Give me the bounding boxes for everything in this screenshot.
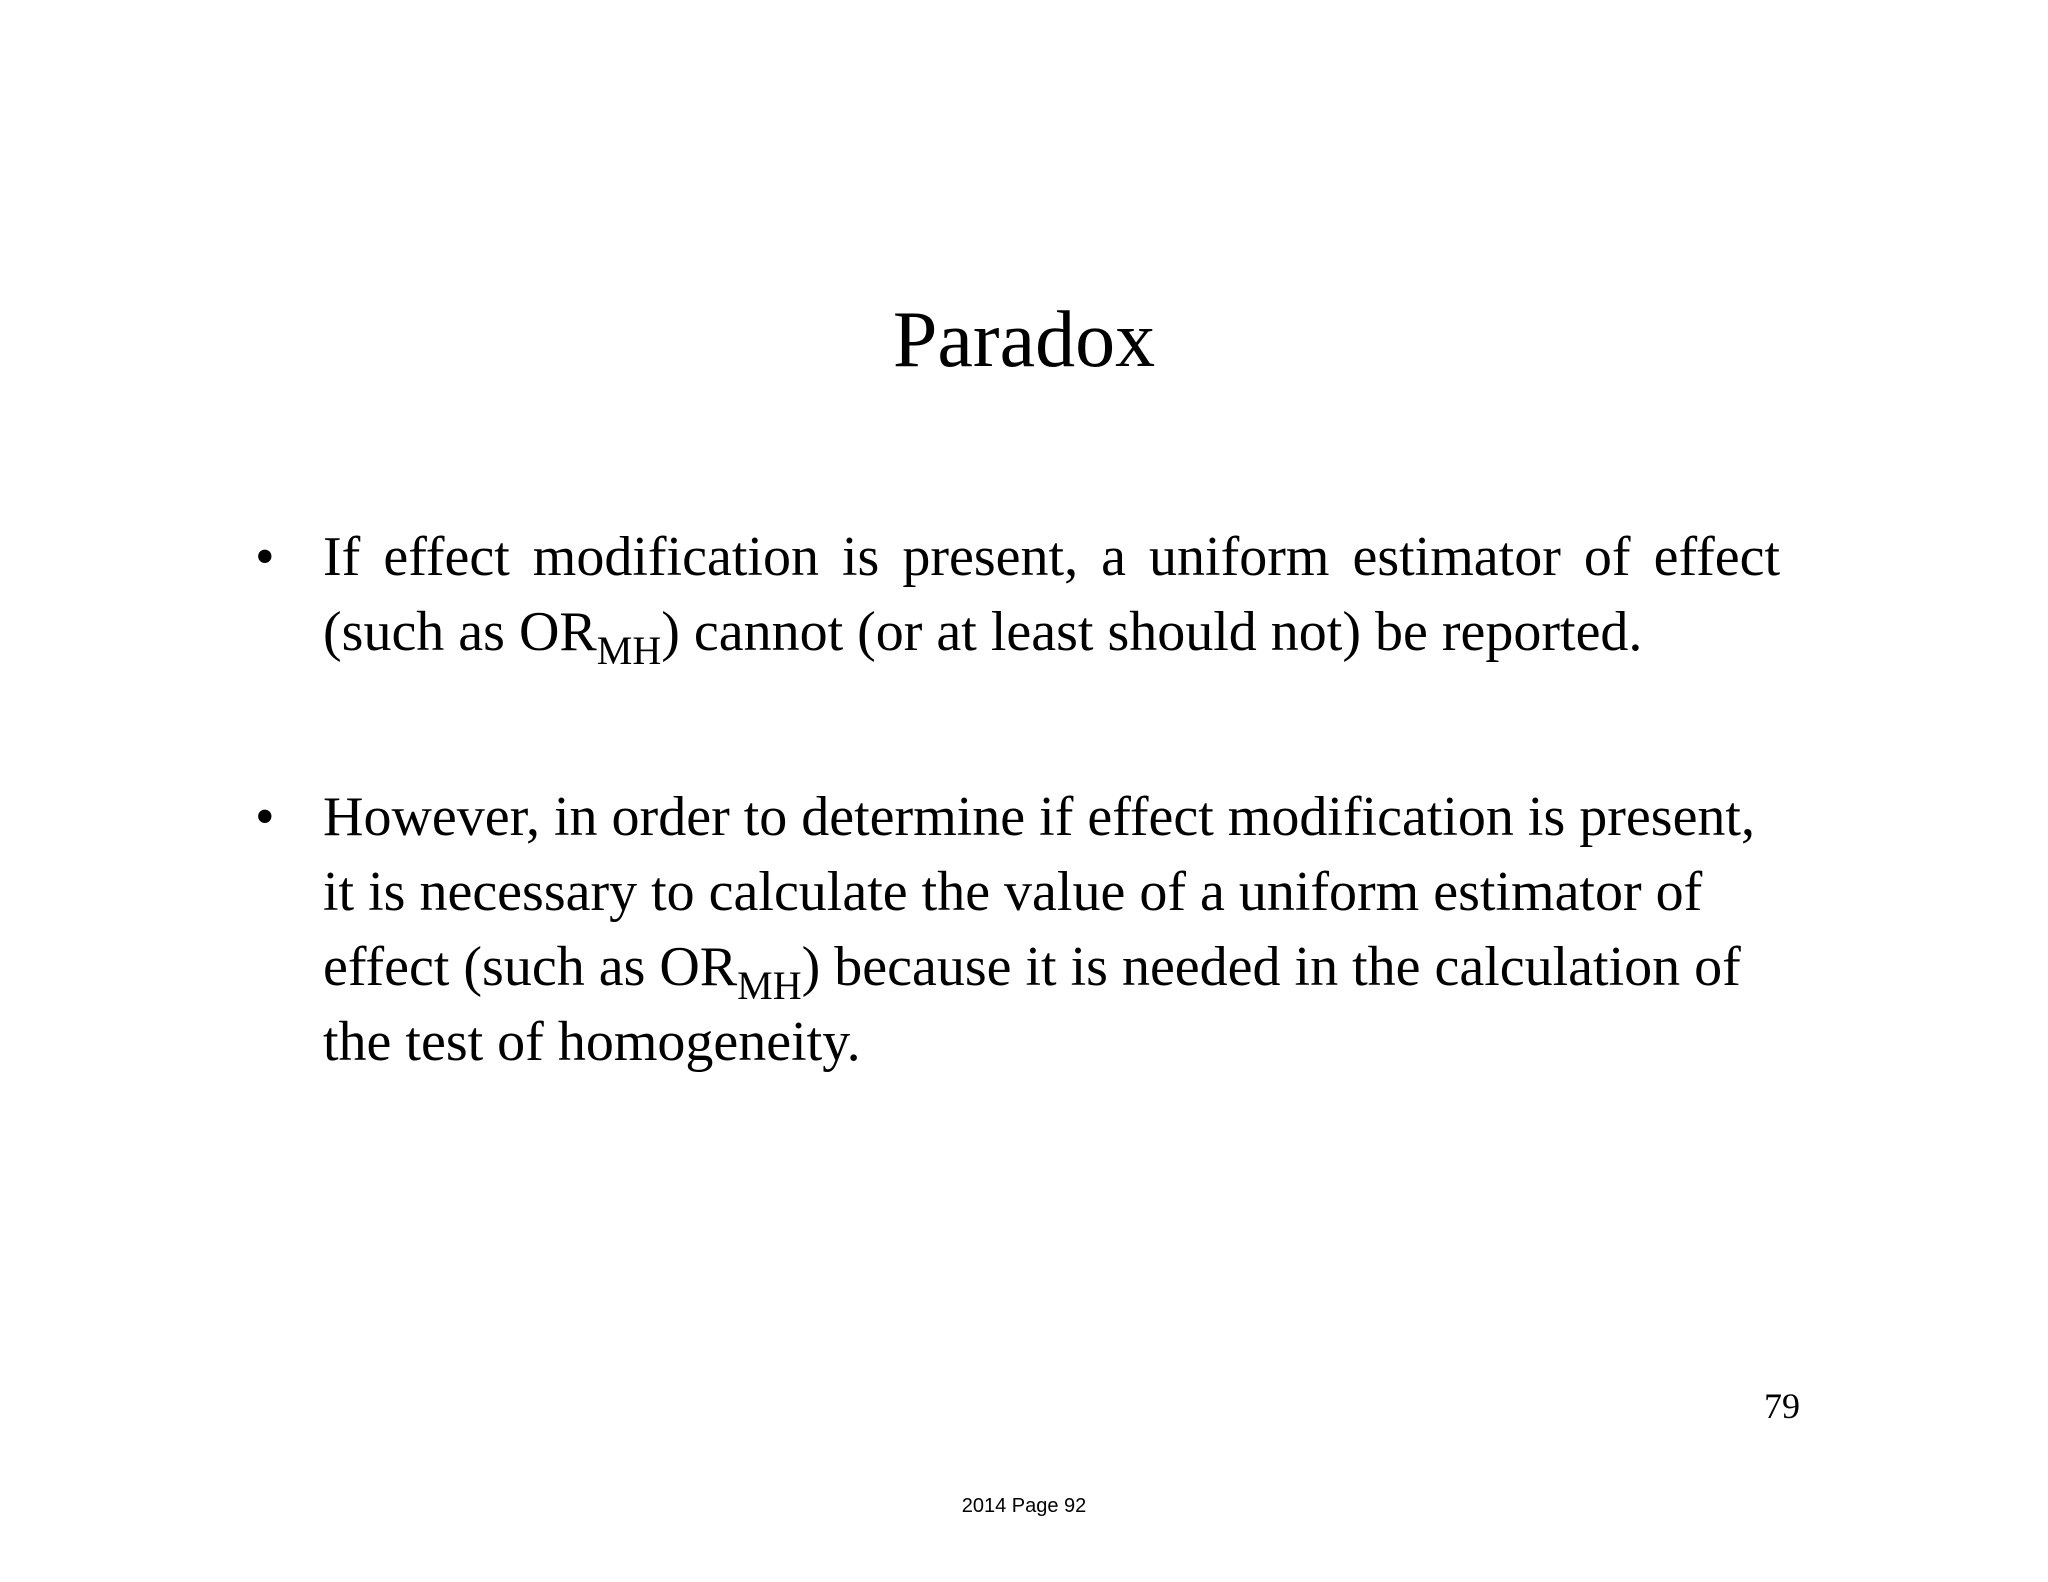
bullet-text: However, in order to determine if effect modification is present, it is necessary to calculate the value of a uniform estimator of effect (such as OR [323,786,1755,998]
bullet-text: If effect modification is present, a uniform estimator of effect (such as OR [323,526,1780,663]
subscript: MH [737,963,802,1008]
slide-number: 79 [1764,1386,1800,1426]
bullet-text: ) cannot (or at least should not) be reported. [661,601,1643,663]
page-footer: 2014 Page 92 [961,1495,1087,1517]
slide-title: Paradox [892,296,1156,384]
subscript: MH [596,628,662,673]
bullet-icon: • [255,786,275,848]
bullet-icon: • [255,526,275,588]
bullet-item-effect-modification [255,520,1780,673]
bullet-text: ) because it is needed in the calculation of the test of homogeneity. [323,936,1741,1073]
bullet-list [255,520,1780,1080]
bullet-item-however [255,780,1780,1080]
